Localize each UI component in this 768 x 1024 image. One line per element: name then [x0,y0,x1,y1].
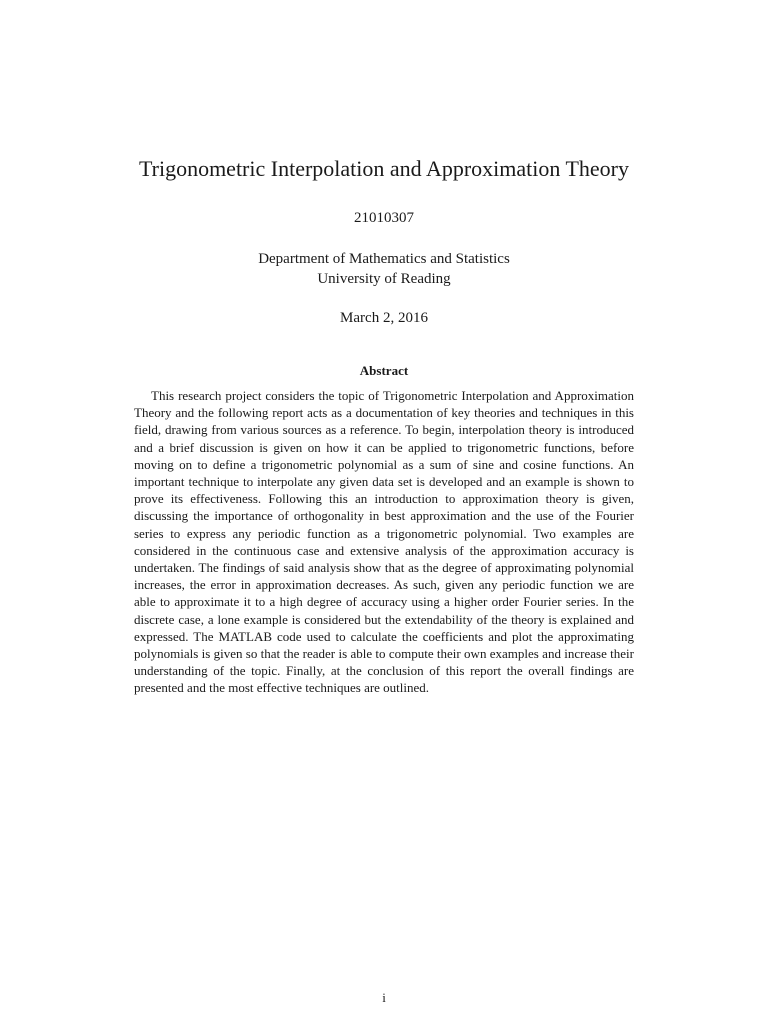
abstract-heading: Abstract [359,363,409,378]
paper-title: Trigonometric Interpolation and Approximation Theory [138,156,630,181]
affiliation [0,249,768,289]
department-name: Department of Mathematics and Statistics [258,251,510,267]
page-number: i [382,990,386,1005]
university-name: University of Reading [317,271,451,287]
author-id: 21010307 [354,210,414,226]
abstract-body: This research project considers the topic of Trigonometric Interpolation and Approximation Theory and the following report acts as a documentation of key theories and techniques in this field, drawing from various sources as a reference. To begin, interpolation theory is introduced and a brief discussion is given on how it can be applied to trigonometric functions, before moving on to define a trigonometric polynomial as a sum of sine and cosine functions. An important technique to interpolate any given data set is developed and an example is shown to prove its effectiveness. Following this an introduction to approximation theory is given, discussing the importance of orthogonality in best approximation and the use of the Fourier series to express any periodic function as a trigonometric polynomial. Two examples are considered in the continuous case and extensive analysis of the approximation accuracy is undertaken. The findings of said analysis show that as the degree of approximating polynomial increases, the error in approximation decreases. As such, given any periodic function we are able to approximate it to a high degree of accuracy using a higher order Fourier series. In the discrete case, a lone example is considered but the extendability of the theory is explained and expressed. The MATLAB code used to calculate the coefficients and plot the approximating polynomials is given so that the reader is able to compute their own examples and increase their understanding of the topic. Finally, at the conclusion of this report the overall findings are presented and the most effective techniques are outlined. [134,388,634,696]
paper-date: March 2, 2016 [340,310,428,326]
